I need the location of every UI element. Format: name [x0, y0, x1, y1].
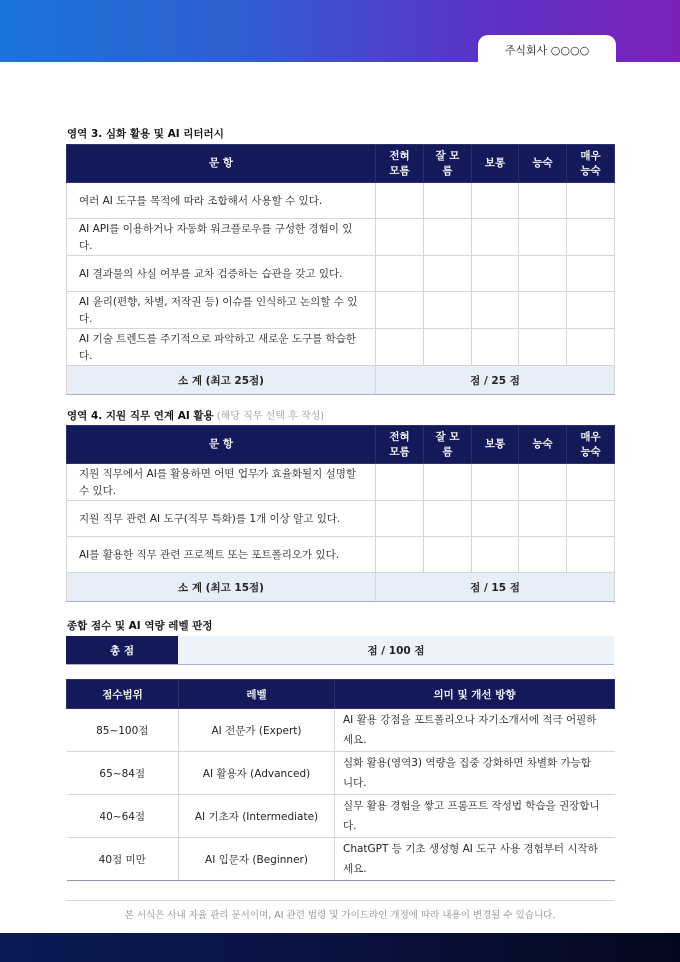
col-very-skilled: 매우 능숙 — [567, 426, 615, 464]
rating-cell[interactable] — [424, 292, 472, 329]
question-text: 지원 직무에서 AI를 활용하면 어떤 업무가 효율화될지 설명할 수 있다. — [67, 464, 376, 501]
score-range: 40~64점 — [67, 795, 179, 838]
rating-cell[interactable] — [424, 183, 472, 219]
rating-cell[interactable] — [567, 219, 615, 256]
table-row — [67, 709, 615, 752]
table-row — [67, 292, 615, 329]
rating-cell[interactable] — [472, 292, 519, 329]
rating-cell[interactable] — [472, 464, 519, 501]
level-description: ChatGPT 등 기초 생성형 AI 도구 사용 경험부터 시작하세요. — [335, 838, 615, 881]
score-range: 40점 미만 — [67, 838, 179, 881]
company-name: 주식회사 ○○○○ — [478, 35, 616, 64]
rating-cell[interactable] — [376, 292, 424, 329]
subtotal-value[interactable]: 점 / 25 점 — [376, 366, 615, 395]
rating-cell[interactable] — [376, 256, 424, 292]
table-row — [67, 795, 615, 838]
rating-cell[interactable] — [376, 183, 424, 219]
summary-title-text: 종합 점수 및 AI 역량 레벨 판정 — [67, 620, 213, 632]
subtotal-label: 소 계 (최고 25점) — [67, 366, 376, 395]
level-name: AI 활용자 (Advanced) — [179, 752, 335, 795]
level-header-row — [67, 680, 615, 709]
col-not-at-all: 전혀 모름 — [376, 426, 424, 464]
rating-cell[interactable] — [376, 501, 424, 537]
rating-cell[interactable] — [472, 329, 519, 366]
level-description: 심화 활용(영역3) 역량을 집중 강화하면 차별화 가능합니다. — [335, 752, 615, 795]
col-average: 보통 — [472, 426, 519, 464]
rating-cell[interactable] — [472, 183, 519, 219]
rating-cell[interactable] — [519, 537, 567, 573]
question-text: AI 기술 트렌드를 주기적으로 파악하고 새로운 도구를 학습한다. — [67, 329, 376, 366]
rating-cell[interactable] — [424, 464, 472, 501]
section3-subtotal-row — [67, 366, 615, 395]
rating-cell[interactable] — [567, 256, 615, 292]
rating-cell[interactable] — [472, 219, 519, 256]
section3-title-text: 영역 3. 심화 활용 및 AI 리터러시 — [67, 128, 224, 140]
section4-table — [66, 425, 615, 602]
col-question: 문 항 — [67, 145, 376, 183]
question-text: AI 결과물의 사실 여부를 교차 검증하는 습관을 갖고 있다. — [67, 256, 376, 292]
rating-cell[interactable] — [519, 329, 567, 366]
col-score-range: 점수범위 — [67, 680, 179, 709]
level-name: AI 전문가 (Expert) — [179, 709, 335, 752]
rating-cell[interactable] — [567, 183, 615, 219]
table-row — [67, 838, 615, 881]
rating-cell[interactable] — [519, 183, 567, 219]
question-text: AI 윤리(편향, 차별, 저작권 등) 이슈를 인식하고 논의할 수 있다. — [67, 292, 376, 329]
col-very-skilled: 매우 능숙 — [567, 145, 615, 183]
table-row — [67, 256, 615, 292]
level-name: AI 입문자 (Beginner) — [179, 838, 335, 881]
total-value[interactable]: 점 / 100 점 — [178, 636, 614, 664]
rating-cell[interactable] — [376, 464, 424, 501]
col-average: 보통 — [472, 145, 519, 183]
subtotal-label: 소 계 (최고 15점) — [67, 573, 376, 602]
rating-cell[interactable] — [567, 464, 615, 501]
section4-header-row — [67, 426, 615, 464]
rating-cell[interactable] — [424, 501, 472, 537]
col-skilled: 능숙 — [519, 145, 567, 183]
section4-note: (해당 직무 선택 후 작성) — [216, 411, 325, 422]
rating-cell[interactable] — [519, 292, 567, 329]
rating-cell[interactable] — [519, 464, 567, 501]
col-level: 레벨 — [179, 680, 335, 709]
level-description: AI 활용 강점을 포트폴리오나 자기소개서에 적극 어필하세요. — [335, 709, 615, 752]
col-question: 문 항 — [67, 426, 376, 464]
rating-cell[interactable] — [376, 329, 424, 366]
col-little: 잘 모름 — [424, 145, 472, 183]
rating-cell[interactable] — [424, 256, 472, 292]
total-label: 총 점 — [66, 636, 178, 664]
section4-title — [67, 407, 324, 423]
table-row — [67, 501, 615, 537]
footer-divider — [66, 900, 614, 901]
question-text: AI를 활용한 직무 관련 프로젝트 또는 포트폴리오가 있다. — [67, 537, 376, 573]
summary-title — [67, 618, 213, 633]
question-text: 여러 AI 도구를 목적에 따라 조합해서 사용할 수 있다. — [67, 183, 376, 219]
level-name: AI 기초자 (Intermediate) — [179, 795, 335, 838]
level-description: 실무 활용 경험을 쌓고 프롬프트 작성법 학습을 권장합니다. — [335, 795, 615, 838]
rating-cell[interactable] — [376, 537, 424, 573]
table-row — [67, 464, 615, 501]
section4-title-text: 영역 4. 지원 직무 연계 AI 활용 — [67, 410, 214, 422]
rating-cell[interactable] — [424, 219, 472, 256]
rating-cell[interactable] — [472, 256, 519, 292]
rating-cell[interactable] — [376, 219, 424, 256]
rating-cell[interactable] — [567, 292, 615, 329]
footer-note: 본 서식은 사내 자율 관리 문서이며, AI 관련 법령 및 가이드라인 개정에 따라 내용이 변경될 수 있습니다. — [124, 910, 556, 921]
rating-cell[interactable] — [424, 537, 472, 573]
score-range: 85~100점 — [67, 709, 179, 752]
table-row — [67, 752, 615, 795]
section3-title — [67, 126, 224, 141]
rating-cell[interactable] — [567, 537, 615, 573]
question-text: AI API를 이용하거나 자동화 워크플로우를 구성한 경험이 있다. — [67, 219, 376, 256]
subtotal-value[interactable]: 점 / 15 점 — [376, 573, 615, 602]
table-row — [67, 219, 615, 256]
total-score-bar — [66, 636, 614, 665]
rating-cell[interactable] — [472, 501, 519, 537]
table-row — [67, 329, 615, 366]
rating-cell[interactable] — [472, 537, 519, 573]
col-skilled: 능숙 — [519, 426, 567, 464]
rating-cell[interactable] — [519, 219, 567, 256]
col-little: 잘 모름 — [424, 426, 472, 464]
table-row — [67, 537, 615, 573]
rating-cell[interactable] — [519, 256, 567, 292]
rating-cell[interactable] — [567, 329, 615, 366]
score-range: 65~84점 — [67, 752, 179, 795]
section3-table — [66, 144, 615, 395]
rating-cell[interactable] — [567, 501, 615, 537]
question-text: 지원 직무 관련 AI 도구(직무 특화)를 1개 이상 알고 있다. — [67, 501, 376, 537]
rating-cell[interactable] — [424, 329, 472, 366]
section3-header-row — [67, 145, 615, 183]
col-meaning: 의미 및 개선 방향 — [335, 680, 615, 709]
level-table — [66, 679, 615, 881]
section4-subtotal-row — [67, 573, 615, 602]
footer-gradient-band — [0, 933, 680, 962]
table-row — [67, 183, 615, 219]
rating-cell[interactable] — [519, 501, 567, 537]
col-not-at-all: 전혀 모름 — [376, 145, 424, 183]
